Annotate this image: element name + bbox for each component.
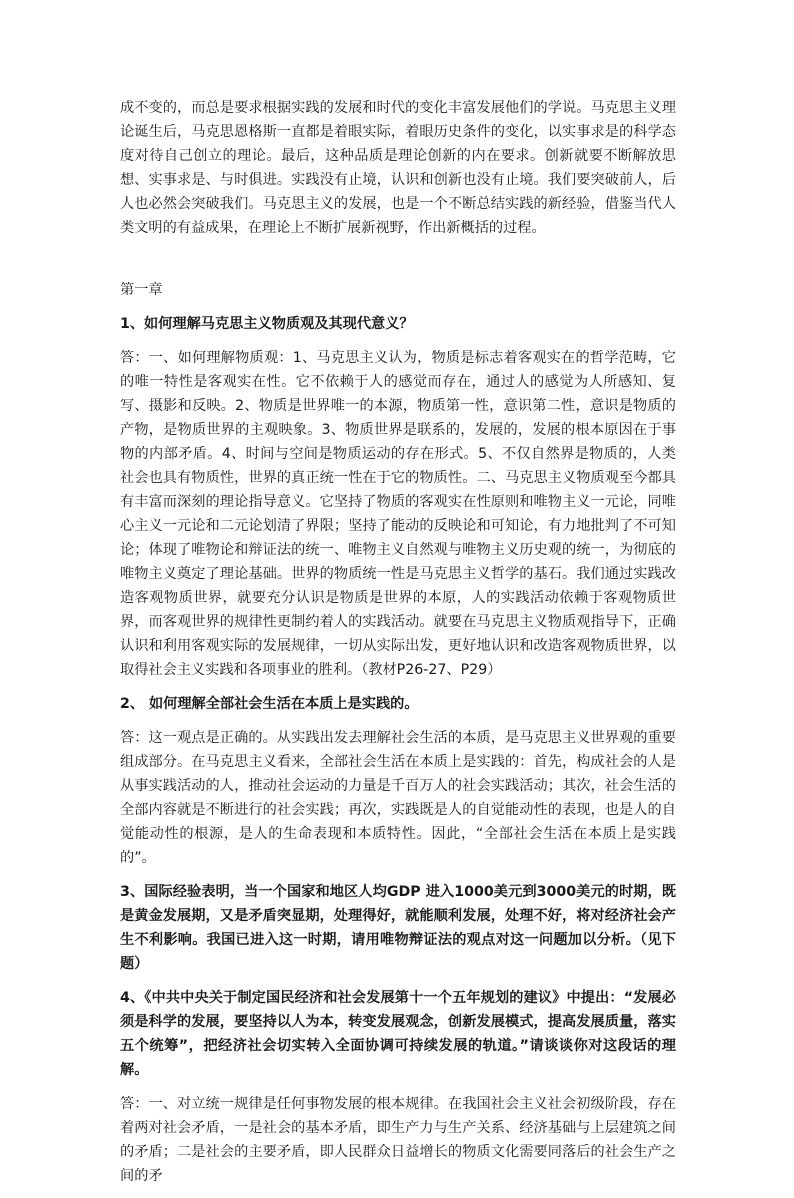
answer-2: 答：这一观点是正确的。从实践出发去理解社会生活的本质，是马克思主义世界观的重要组成部分。在马克思主义看来，全部社会生活在本质上是实践的：首先，构成社会的人是从事实践活动的人，推动社会运动的力量是千百万人的社会实践活动；其次，社会生活的全部内容就是不断进行的社会实践；再次，实践既是人的自觉能动性的表现，也是人的自觉能动性的根源，是人的生命表现和本质特性。因此，“全部社会生活在本质上是实践的”。	[120, 730, 676, 866]
intro-paragraph: 成不变的，而总是要求根据实践的发展和时代的变化丰富发展他们的学说。马克思主义理论诞生后，马克思恩格斯一直都是着眼实际，着眼历史条件的变化，以实事求是的科学态度对待自己创立的理论。最后，这种品质是理论创新的内在要求。创新就要不断解放思想、实事求是、与时俱进。实践没有止境，认识和创新也没有止境。我们要突破前人，后人也必然会突破我们。马克思主义的发展，也是一个不断总结实践的新经验，借鉴当代人类文明的有益成果，在理论上不断扩展新视野，作出新概括的过程。	[120, 100, 676, 236]
answer-4: 答：一、对立统一规律是任何事物发展的根本规律。在我国社会主义社会初级阶段，存在着两对社会矛盾，一是社会的基本矛盾，即生产力与生产关系、经济基础与上层建筑之间的矛盾；二是社会的主要矛盾，即人民群众日益增长的物质文化需要同落后的社会生产之间的矛	[120, 1096, 676, 1184]
document-page	[120, 96, 676, 1198]
answer-1: 答：一、如何理解物质观：1、马克思主义认为，物质是标志着客观实在的哲学范畴，它的唯一特性是客观实在性。它不依赖于人的感觉而存在，通过人的感觉为人所感知、复写、摄影和反映。2、物质是世界唯一的本源，物质第一性，意识第二性，意识是物质的产物，是物质世界的主观映象。3、物质世界是联系的，发展的，发展的根本原因在于事物的内部矛盾。4、时间与空间是物质运动的存在形式。5、不仅自然界是物质的，人类社会也具有物质性，世界的真正统一性在于它的物质性。二、马克思主义物质观至今都具有丰富而深刻的理论指导意义。它坚持了物质的客观实在性原则和唯物主义一元论，同唯心主义一元论和二元论划清了界限；坚持了能动的反映论和可知论，有力地批判了不可知论；体现了唯物论和辩证法的统一、唯物主义自然观与唯物主义历史观的统一，为彻底的唯物主义奠定了理论基础。世界的物质统一性是马克思主义哲学的基石。我们通过实践改造客观物质世界，就要充分认识是物质是世界的本原，人的实践活动依赖于客观物质世界，而客观世界的规律性更制约着人的实践活动。就要在马克思主义物质观指导下，正确认识和利用客观实际的发展规律，一切从实际出发，更好地认识和改造客观物质世界，以取得社会主义实践和各项事业的胜利。（教材P26-27、P29）	[120, 350, 676, 678]
question-3: 3、国际经验表明，当一个国家和地区人均GDP 进入1000美元到3000美元的时期，既是黄金发展期，又是矛盾突显期，处理得好，就能顺利发展，处理不好，将对经济社会产生不利影响。我国已进入这一时期，请用唯物辩证法的观点对这一问题加以分析。（见下题）	[120, 884, 676, 972]
question-4: 4、《中共中央关于制定国民经济和社会发展第十一个五年规划的建议》中提出：“发展必须是科学的发展，要坚持以人为本，转变发展观念，创新发展模式，提高发展质量，落实五个统筹”，把经济社会切实转入全面协调可持续发展的轨道。”请谈谈你对这段话的理解。	[120, 990, 676, 1078]
chapter-heading: 第一章	[120, 282, 163, 298]
question-1: 1、如何理解马克思主义物质观及其现代意义？	[120, 316, 414, 332]
question-2: 2、 如何理解全部社会生活在本质上是实践的。	[120, 696, 419, 712]
